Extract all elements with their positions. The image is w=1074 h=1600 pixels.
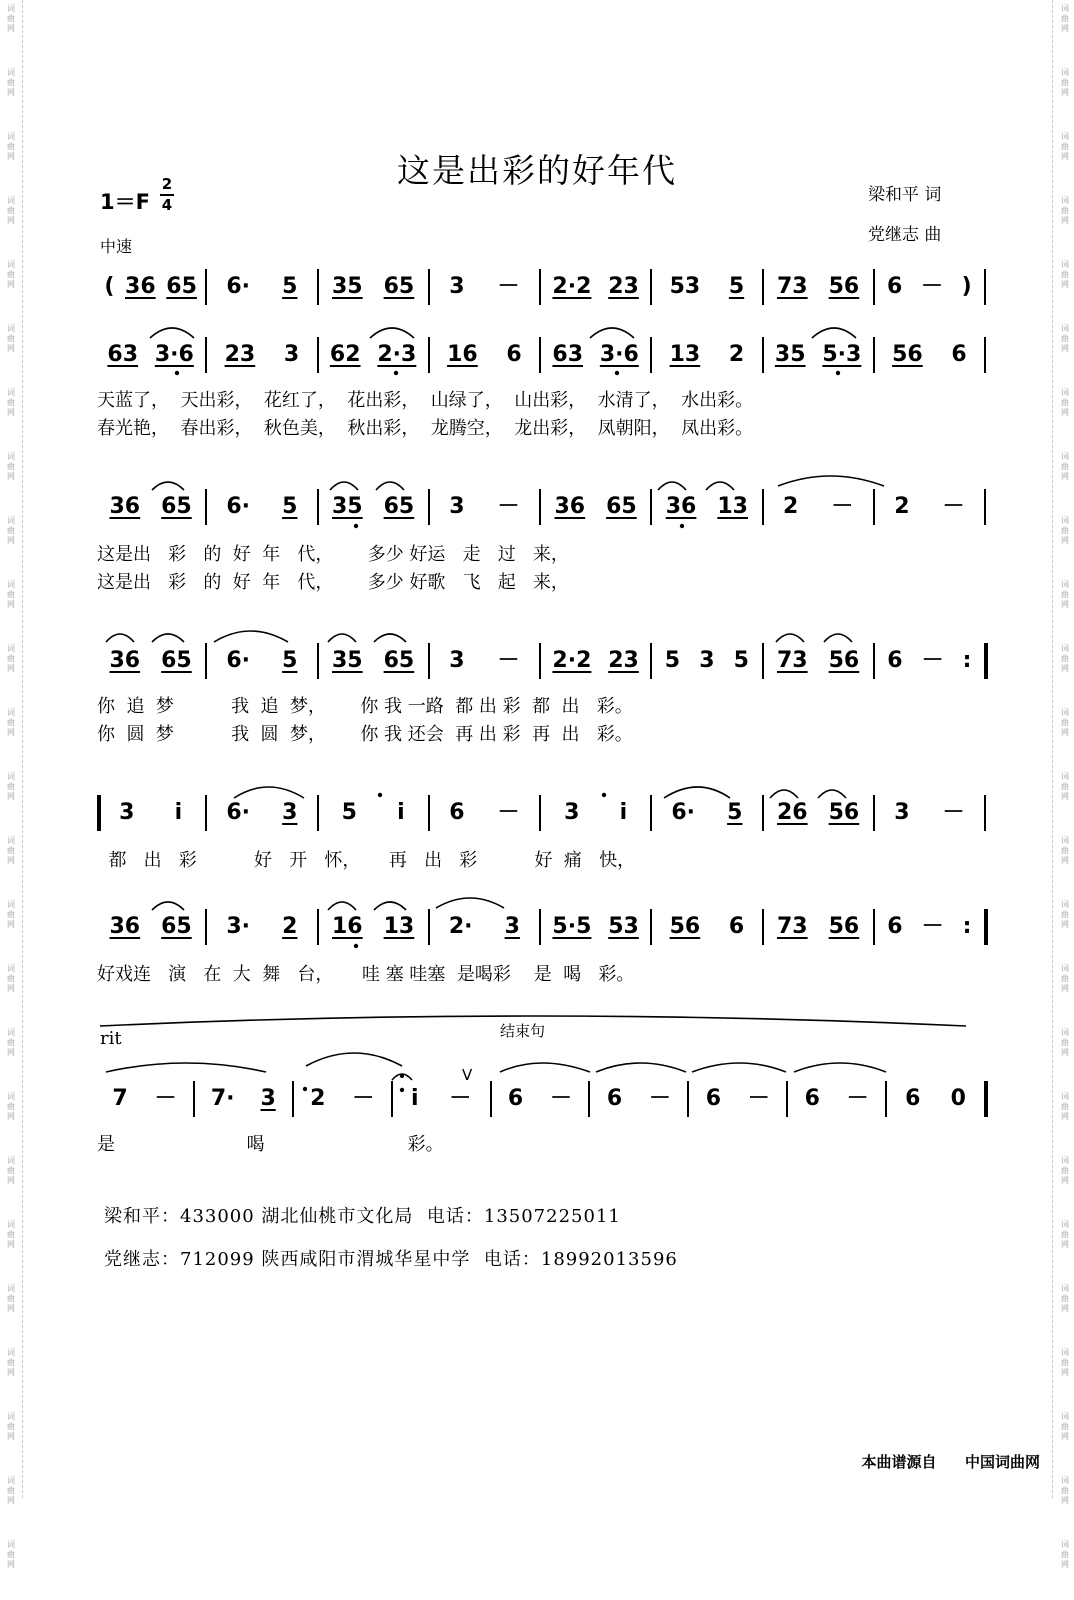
watermark-text: 词 曲 网 bbox=[1061, 1540, 1069, 1569]
watermark-text: 词 曲 网 bbox=[1061, 1348, 1069, 1377]
note: 63 bbox=[107, 342, 139, 367]
note: 65 bbox=[166, 274, 197, 299]
note: 5 bbox=[664, 648, 681, 673]
watermark-text: 词 曲 网 bbox=[7, 452, 15, 481]
note: 5 bbox=[282, 494, 298, 519]
watermark-text: 词 曲 网 bbox=[7, 644, 15, 673]
note: 5 bbox=[282, 648, 298, 673]
note: 3 bbox=[504, 914, 520, 939]
note: 5·3 bbox=[822, 342, 862, 367]
watermark-text: 词 曲 网 bbox=[7, 132, 15, 161]
note: 2 bbox=[310, 1086, 326, 1111]
watermark-text: 词 曲 网 bbox=[7, 1028, 15, 1057]
note: 6 bbox=[804, 1086, 820, 1111]
note: 2·2 bbox=[552, 648, 592, 673]
note: 5 bbox=[733, 648, 749, 673]
note: 2· bbox=[448, 914, 473, 939]
watermark-text: 词 曲 网 bbox=[7, 324, 15, 353]
note: 3 bbox=[449, 494, 465, 519]
note: 73 bbox=[777, 648, 808, 673]
note: 65 bbox=[161, 914, 192, 939]
note: 3 bbox=[260, 1086, 276, 1111]
note: 2 bbox=[728, 342, 745, 367]
note: 6· bbox=[226, 648, 250, 673]
watermark-text: 词 曲 网 bbox=[7, 580, 15, 609]
watermark-text: 词 曲 网 bbox=[1061, 4, 1069, 33]
note: 56 bbox=[828, 648, 860, 673]
note: － bbox=[920, 274, 943, 299]
note: 13 bbox=[383, 914, 415, 939]
watermark-text: 词 曲 网 bbox=[1061, 772, 1069, 801]
watermark-text: 词 曲 网 bbox=[7, 1540, 15, 1569]
note: － bbox=[921, 648, 944, 673]
note: － bbox=[831, 494, 854, 519]
watermark-text: 词 曲 网 bbox=[1061, 1156, 1069, 1185]
note: 13 bbox=[717, 494, 748, 519]
watermark-text: 词 曲 网 bbox=[1061, 260, 1069, 289]
note: : bbox=[962, 648, 972, 673]
note: 56 bbox=[828, 800, 860, 825]
lyrics-line: 好戏连 演 在 大 舞 台， 哇 塞 哇塞 是喝彩 是 喝 彩。 bbox=[97, 964, 635, 985]
lyrics-line: 春光艳， 春出彩， 秋色美， 秋出彩， 龙腾空， 龙出彩， 凤朝阳， 凤出彩。 bbox=[97, 418, 754, 439]
watermark-text: 词 曲 网 bbox=[7, 1092, 15, 1121]
watermark-text: 词 曲 网 bbox=[7, 4, 15, 33]
lyrics-line: 是 喝 彩。 bbox=[97, 1134, 444, 1155]
note: 2·2 bbox=[552, 274, 592, 299]
note: 5 bbox=[727, 800, 743, 825]
watermark-text: 词 曲 网 bbox=[1061, 68, 1069, 97]
note: 3 bbox=[282, 800, 298, 825]
note: 56 bbox=[828, 274, 860, 299]
note: 0 bbox=[950, 1086, 966, 1111]
note: 16 bbox=[332, 914, 363, 939]
note: 3 bbox=[564, 800, 580, 825]
note: i bbox=[397, 800, 405, 825]
note: 6 bbox=[507, 1086, 524, 1111]
note: 6· bbox=[226, 494, 250, 519]
tempo-marking: 中速 bbox=[100, 237, 133, 256]
composer-credit: 党继志 曲 bbox=[868, 225, 942, 245]
note: 73 bbox=[777, 914, 808, 939]
key-signature: 1＝F bbox=[100, 190, 150, 214]
note: 23 bbox=[224, 342, 256, 367]
note: 6· bbox=[226, 274, 250, 299]
note: 23 bbox=[608, 648, 639, 673]
note: 6 bbox=[951, 342, 967, 367]
note: 5 bbox=[341, 800, 357, 825]
note: 65 bbox=[161, 648, 192, 673]
note: 6 bbox=[887, 648, 903, 673]
watermark-text: 词 曲 网 bbox=[7, 1220, 15, 1249]
note: 3·6 bbox=[154, 342, 194, 367]
note: i bbox=[174, 800, 183, 825]
note: 6 bbox=[506, 342, 522, 367]
lyrics-line: 这是出 彩 的 好 年 代， 多少 好歌 飞 起 来， bbox=[97, 572, 569, 593]
breath-mark: V bbox=[462, 1066, 473, 1084]
note: － bbox=[497, 800, 520, 825]
watermark-text: 词 曲 网 bbox=[1061, 644, 1069, 673]
note: 6· bbox=[671, 800, 695, 825]
lyrics-line: 你 追 梦 我 追 梦， 你 我 一路 都 出 彩 都 出 彩。 bbox=[97, 696, 633, 717]
note: 73 bbox=[777, 274, 808, 299]
note: 3 bbox=[119, 800, 135, 825]
ending-label: 结束句 bbox=[500, 1022, 546, 1040]
note: 65 bbox=[383, 274, 415, 299]
contact-lyricist: 梁和平：433000 湖北仙桃市文化局 电话：13507225011 bbox=[104, 1206, 621, 1227]
note: 3 bbox=[699, 648, 715, 673]
note: 5 bbox=[728, 274, 745, 299]
watermark-text: 词 曲 网 bbox=[7, 388, 15, 417]
note: : bbox=[962, 914, 972, 939]
note: 2·3 bbox=[377, 342, 417, 367]
watermark-text: 词 曲 网 bbox=[1061, 1412, 1069, 1441]
lyrics-line: 这是出 彩 的 好 年 代， 多少 好运 走 过 来， bbox=[97, 544, 569, 565]
note: 3 bbox=[283, 342, 300, 367]
watermark-text: 词 曲 网 bbox=[1061, 132, 1069, 161]
note: 36 bbox=[665, 494, 697, 519]
rit-marking: rit bbox=[100, 1028, 122, 1049]
note: 2 bbox=[782, 494, 799, 519]
watermark-text: 词 曲 网 bbox=[1061, 388, 1069, 417]
source-site: 中国词曲网 bbox=[964, 1453, 1040, 1471]
note: － bbox=[747, 1086, 770, 1111]
note: 56 bbox=[828, 914, 860, 939]
note: 36 bbox=[109, 648, 141, 673]
note: 13 bbox=[669, 342, 701, 367]
note: 65 bbox=[383, 494, 415, 519]
watermark-text: 词 曲 网 bbox=[1061, 324, 1069, 353]
contact-composer: 党继志：712099 陕西咸阳市渭城华星中学 电话：18992013596 bbox=[104, 1249, 678, 1270]
note: 2 bbox=[894, 494, 910, 519]
note: － bbox=[846, 1086, 869, 1111]
watermark-text: 词 曲 网 bbox=[7, 68, 15, 97]
note: 3·6 bbox=[599, 342, 639, 367]
note: 3 bbox=[894, 800, 910, 825]
note: 2 bbox=[282, 914, 298, 939]
note: 3 bbox=[449, 274, 465, 299]
note: 62 bbox=[329, 342, 361, 367]
watermark-text: 词 曲 网 bbox=[1061, 708, 1069, 737]
time-signature-bottom: 4 bbox=[161, 196, 173, 214]
lyricist-credit: 梁和平 词 bbox=[868, 185, 942, 205]
note: － bbox=[497, 494, 520, 519]
watermark-text: 词 曲 网 bbox=[7, 260, 15, 289]
note: 36 bbox=[554, 494, 586, 519]
watermark-text: 词 曲 网 bbox=[7, 1284, 15, 1313]
note: 5 bbox=[282, 274, 298, 299]
watermark-text: 词 曲 网 bbox=[7, 516, 15, 545]
watermark-text: 词 曲 网 bbox=[1061, 1476, 1069, 1505]
lyrics-line: 天蓝了， 天出彩， 花红了， 花出彩， 山绿了， 山出彩， 水清了， 水出彩。 bbox=[97, 390, 754, 411]
note: － bbox=[497, 648, 520, 673]
watermark-text: 词 曲 网 bbox=[7, 196, 15, 225]
note: 6 bbox=[728, 914, 745, 939]
note: 36 bbox=[109, 494, 141, 519]
note: 3 bbox=[449, 648, 465, 673]
note: ) bbox=[961, 274, 972, 299]
note: 53 bbox=[608, 914, 639, 939]
note: － bbox=[942, 800, 965, 825]
note: 35 bbox=[774, 342, 806, 367]
note: 6 bbox=[449, 800, 465, 825]
watermark-text: 词 曲 网 bbox=[1061, 900, 1069, 929]
note: － bbox=[942, 494, 965, 519]
note: 6 bbox=[905, 1086, 921, 1111]
note: 16 bbox=[447, 342, 478, 367]
watermark-text: 词 曲 网 bbox=[7, 836, 15, 865]
note: 5·5 bbox=[552, 914, 592, 939]
note: 26 bbox=[777, 800, 808, 825]
watermark-text: 词 曲 网 bbox=[7, 1348, 15, 1377]
watermark-text: 词 曲 网 bbox=[7, 1156, 15, 1185]
time-signature-top: 2 bbox=[161, 175, 173, 193]
note: 56 bbox=[669, 914, 701, 939]
note: i bbox=[619, 800, 628, 825]
watermark-text: 词 曲 网 bbox=[7, 900, 15, 929]
watermark-text: 词 曲 网 bbox=[1061, 836, 1069, 865]
note: 7 bbox=[112, 1086, 128, 1111]
lyrics-line: 都 出 彩 好 开 怀， 再 出 彩 好 痛 快， bbox=[97, 850, 636, 871]
note: － bbox=[154, 1086, 177, 1111]
note: － bbox=[648, 1086, 671, 1111]
note: － bbox=[497, 274, 520, 299]
note: － bbox=[921, 914, 944, 939]
note: 65 bbox=[161, 494, 192, 519]
note: 35 bbox=[332, 494, 363, 519]
note: － bbox=[352, 1086, 375, 1111]
source-label: 本曲谱源自 bbox=[861, 1453, 937, 1471]
note: ( bbox=[104, 274, 115, 299]
note: 7· bbox=[210, 1086, 235, 1111]
note: － bbox=[550, 1086, 573, 1111]
note: i bbox=[410, 1086, 419, 1111]
note: 6· bbox=[226, 800, 250, 825]
note: 6 bbox=[606, 1086, 623, 1111]
watermark-text: 词 曲 网 bbox=[7, 964, 15, 993]
watermark-text: 词 曲 网 bbox=[7, 708, 15, 737]
note: 63 bbox=[552, 342, 584, 367]
note: 65 bbox=[383, 648, 415, 673]
watermark-text: 词 曲 网 bbox=[1061, 1028, 1069, 1057]
watermark-text: 词 曲 网 bbox=[1061, 964, 1069, 993]
source-credit bbox=[862, 1451, 1041, 1472]
watermark-text: 词 曲 网 bbox=[1061, 1284, 1069, 1313]
note: － bbox=[449, 1086, 472, 1111]
note: 35 bbox=[332, 274, 363, 299]
watermark-text: 词 曲 网 bbox=[1061, 516, 1069, 545]
note: 65 bbox=[606, 494, 637, 519]
note: 23 bbox=[608, 274, 639, 299]
lyrics-line: 你 圆 梦 我 圆 梦， 你 我 还会 再 出 彩 再 出 彩。 bbox=[97, 724, 633, 745]
note: 56 bbox=[892, 342, 923, 367]
watermark-text: 词 曲 网 bbox=[1061, 1092, 1069, 1121]
note: 36 bbox=[109, 914, 141, 939]
song-title: 这是出彩的好年代 bbox=[397, 151, 677, 190]
watermark-text: 词 曲 网 bbox=[7, 772, 15, 801]
watermark-text: 词 曲 网 bbox=[1061, 452, 1069, 481]
note: 6 bbox=[887, 274, 903, 299]
watermark-text: 词 曲 网 bbox=[1061, 196, 1069, 225]
watermark-text: 词 曲 网 bbox=[7, 1412, 15, 1441]
note: 35 bbox=[332, 648, 363, 673]
note: 36 bbox=[125, 274, 156, 299]
note: 3· bbox=[226, 914, 250, 939]
watermark-text: 词 曲 网 bbox=[1061, 1220, 1069, 1249]
note: 53 bbox=[669, 274, 701, 299]
note: 6 bbox=[705, 1086, 722, 1111]
watermark-text: 词 曲 网 bbox=[7, 1476, 15, 1505]
note: 6 bbox=[887, 914, 903, 939]
watermark-text: 词 曲 网 bbox=[1061, 580, 1069, 609]
